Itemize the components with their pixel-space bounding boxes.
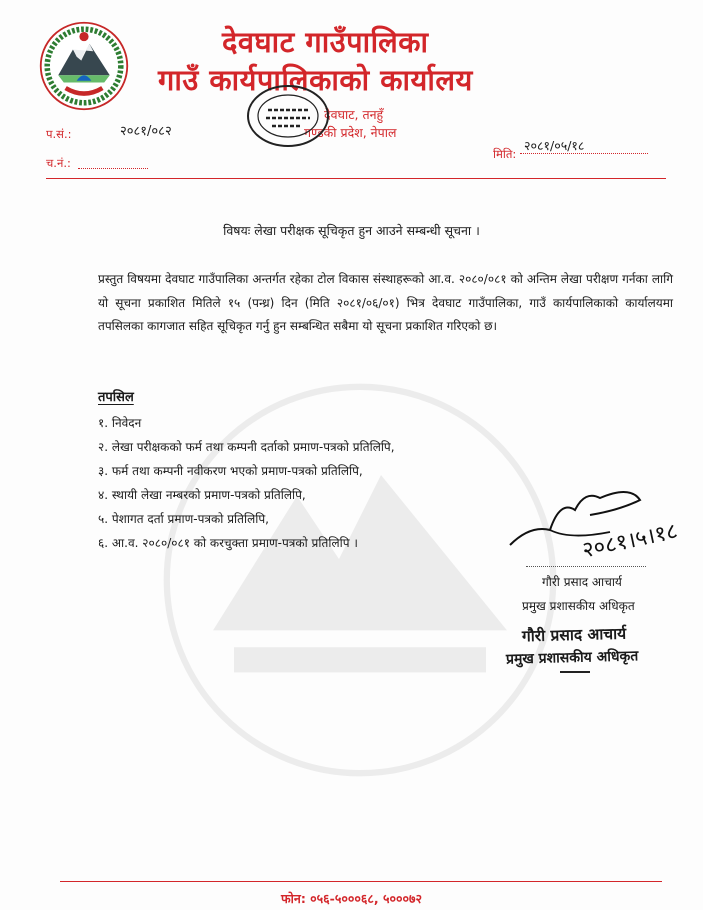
date-field-line: [520, 153, 648, 154]
annex-heading: तपसिल: [98, 390, 134, 405]
letterhead-divider: [46, 178, 666, 179]
annex-item: ३. फर्म तथा कम्पनी नवीकरण भएको प्रमाण-पत्रको प्रतिलिपि,: [98, 464, 363, 478]
date-label: मिति:: [493, 147, 517, 161]
handwritten-signature: [490, 470, 690, 570]
reference-number-label: प.सं.:: [46, 127, 72, 141]
dispatch-number-label: च.नं.:: [46, 156, 71, 170]
seal-underline: [560, 671, 590, 673]
reference-number-value: २०८१/०८२: [120, 124, 172, 139]
signatory-name: गौरी प्रसाद आचार्य: [542, 575, 622, 589]
title-seal-stamp: प्रमुख प्रशासकीय अधिकृत: [505, 648, 639, 668]
address-line2: गण्डकी प्रदेश, नेपाल: [304, 125, 397, 140]
subject-line: विषयः लेखा परीक्षक सूचिकृत हुन आउने सम्बन्धी सूचना ।: [223, 223, 480, 238]
address-line1: देवघाट, तनहुँ: [324, 107, 384, 122]
signatory-title: प्रमुख प्रशासकीय अधिकृत: [522, 599, 635, 613]
office-name-line2: गाउँ कार्यपालिकाको कार्यालय: [158, 63, 473, 97]
footer-divider: [60, 881, 662, 882]
annex-item: १. निवेदन: [98, 416, 142, 430]
nepal-emblem-logo: [38, 20, 130, 112]
dispatch-number-field-line: [78, 168, 148, 169]
footer-phone: फोन: ०५६-५०००६८, ५०००७२: [281, 891, 422, 906]
annex-item: ६. आ.व. २०८०/०८१ को करचुक्ता प्रमाण-पत्रको प्रतिलिपि ।: [98, 536, 358, 550]
name-seal-stamp: गौरी प्रसाद आचार्य: [521, 624, 627, 646]
annex-item: ४. स्थायी लेखा नम्बरको प्रमाण-पत्रको प्रतिलिपि,: [98, 488, 306, 502]
annex-item: २. लेखा परीक्षकको फर्म तथा कम्पनी दर्ताको प्रमाण-पत्रको प्रतिलिपि,: [98, 440, 395, 454]
office-name-line1: देवघाट गाउँपालिका: [222, 25, 429, 59]
notice-body-paragraph: प्रस्तुत विषयमा देवघाट गाउँपालिका अन्तर्गत रहेका टोल विकास संस्थाहरूको आ.व. २०८०/०८१ को अन्तिम लेखा परीक्षण गर्नका लागि यो सूचना प्रकाशित मितिले १५ (पन्ध्र) दिन (मिति २०८१/०६/०१) भित्र देवघाट गाउँपालिका, गाउँ कार्यपालिकाको कार्यालयमा तपसिलका कागजात सहित सूचिकृत गर्नु हुन सम्बन्धित सबैमा यो सूचना प्रकाशित गरिएको छ।: [98, 272, 673, 333]
office-stamp: [236, 80, 348, 152]
date-value: २०८१/०५/१८: [524, 138, 585, 153]
watermark-emblem: [150, 360, 570, 800]
annex-item: ५. पेशागत दर्ता प्रमाण-पत्रको प्रतिलिपि,: [98, 512, 269, 526]
signature-date: २०८१।५।१८: [580, 518, 680, 564]
signature-line: [526, 566, 646, 567]
